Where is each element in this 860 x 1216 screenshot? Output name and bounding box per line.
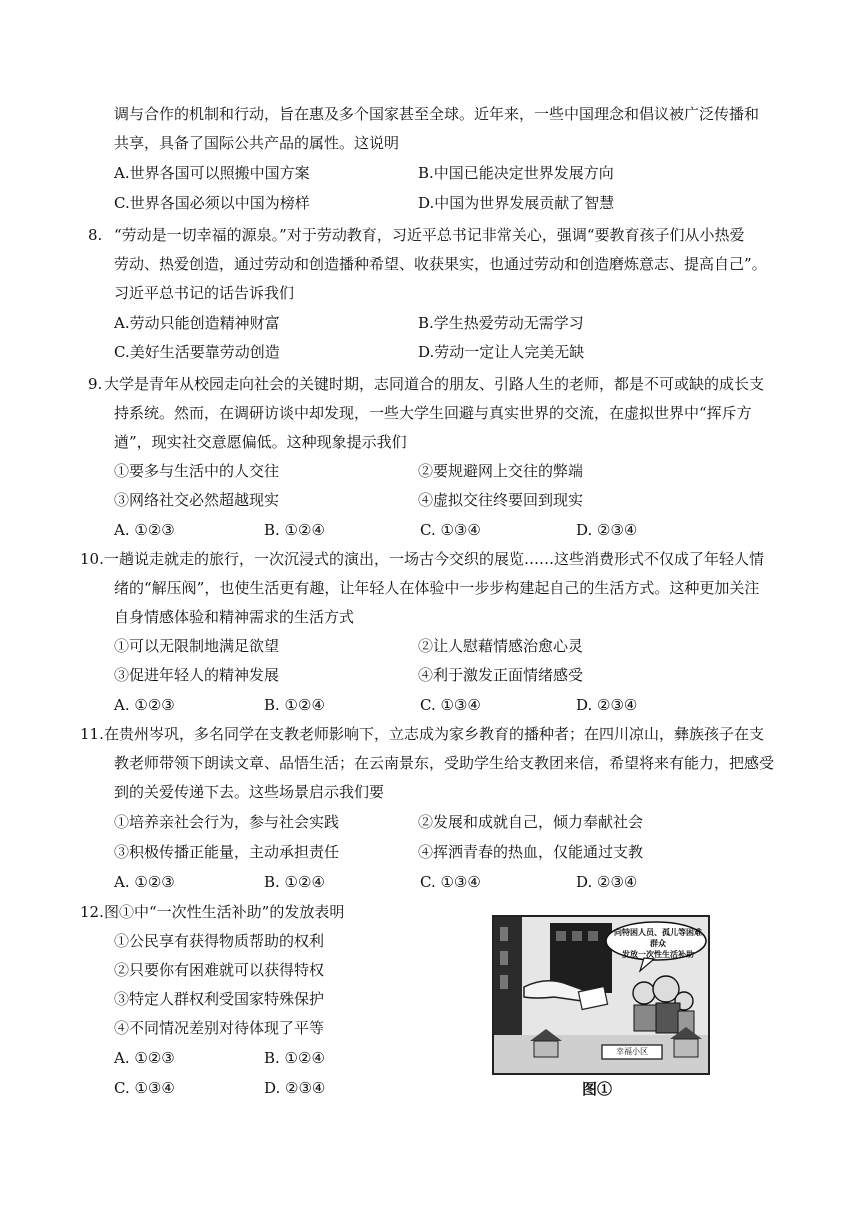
q9-stem-line-1: 大学是青年从校园走向社会的关键时期，志同道合的朋友、引路人生的老师，都是不可或缺的成长支 [104, 375, 765, 393]
q9-statement-3: ③网络社交必然超越现实 [114, 491, 280, 509]
q10-stem-line-2: 绪的“解压阀”，也使生活更有趣，让年轻人在体验中一步步构建起自己的生活方式。这种更加关注 [114, 579, 760, 597]
q10-choice-b: B. ①②④ [264, 696, 325, 714]
q12-statement-3: ③特定人群权利受国家特殊保护 [114, 990, 325, 1008]
cartoon-figure [492, 915, 710, 1075]
q10-choice-d: D. ②③④ [576, 696, 638, 714]
q10-stem-line-1: 一趟说走就走的旅行，一次沉浸式的演出，一场古今交织的展览……这些消费形式不仅成了年轻人情 [104, 550, 765, 568]
q8-option-a: A.劳动只能创造精神财富 [114, 314, 280, 332]
q10-statement-4: ④利于激发正面情绪感受 [418, 666, 584, 684]
q9-stem-line-3: 遒”，现实社交意愿偏低。这种现象提示我们 [114, 433, 407, 451]
q12-statement-4: ④不同情况差别对待体现了平等 [114, 1019, 325, 1037]
q10-choice-a: A. ①②③ [114, 696, 175, 714]
q10-statement-2: ②让人慰藉情感治愈心灵 [418, 637, 584, 655]
q11-stem-line-2: 教老师带领下朗读文章、品悟生活；在云南景东，受助学生给支教团来信，希望将来有能力，把感受 [114, 754, 775, 772]
q11-statement-2: ②发展和成就自己，倾力奉献社会 [418, 813, 644, 831]
q12-choice-b: B. ①②④ [264, 1049, 325, 1067]
q11-statement-1: ①培养亲社会行为，参与社会实践 [114, 813, 340, 831]
q11-stem-line-3: 到的关爱传递下去。这些场景启示我们要 [114, 783, 385, 801]
speech-line-1: 向特困人员、孤儿等困难群众 [614, 928, 702, 948]
q7-stem-line-1: 调与合作的机制和行动，旨在惠及多个国家甚至全球。近年来，一些中国理念和倡议被广泛传播和 [114, 105, 760, 123]
q10-statement-3: ③促进年轻人的精神发展 [114, 666, 280, 684]
q9-choice-a: A. ①②③ [114, 521, 175, 539]
q7-option-b: B.中国已能决定世界发展方向 [418, 164, 614, 182]
q8-stem-line-1: “劳动是一切幸福的源泉。”对于劳动教育，习近平总书记非常关心，强调“要教育孩子们从小热爱 [114, 226, 745, 244]
q12-statement-2: ②只要你有困难就可以获得特权 [114, 961, 325, 979]
q11-choice-d: D. ②③④ [576, 873, 638, 891]
q9-statement-2: ②要规避网上交往的弊端 [418, 462, 584, 480]
q9-choice-b: B. ①②④ [264, 521, 325, 539]
q11-choice-b: B. ①②④ [264, 873, 325, 891]
q10-stem-line-3: 自身情感体验和精神需求的生活方式 [114, 608, 355, 626]
q7-option-c: C.世界各国必须以中国为榜样 [114, 194, 310, 212]
q11-choice-a: A. ①②③ [114, 873, 175, 891]
q9-choice-d: D. ②③④ [576, 521, 638, 539]
q10-choice-c: C. ①③④ [420, 696, 481, 714]
q12-statement-1: ①公民享有获得物质帮助的权利 [114, 932, 325, 950]
figure-caption: 图① [582, 1080, 613, 1098]
q7-option-d: D.中国为世界发展贡献了智慧 [418, 194, 615, 212]
q12-choice-d: D. ②③④ [264, 1079, 326, 1097]
q12-choice-a: A. ①②③ [114, 1049, 175, 1067]
q11-number: 11. [80, 725, 104, 743]
q11-stem-line-1: 在贵州岑巩，多名同学在支教老师影响下，立志成为家乡教育的播种者；在四川凉山，彝族孩子在支 [104, 725, 765, 743]
q12-stem: 图①中“一次性生活补助”的发放表明 [104, 903, 345, 921]
q9-number: 9. [88, 375, 103, 393]
speech-line-2: 发放一次性生活补助 [622, 950, 694, 959]
q8-stem-line-2: 劳动、热爱创造，通过劳动和创造播种希望、收获果实，也通过劳动和创造磨炼意志、提高自己”。 [114, 255, 767, 273]
q7-stem-line-2: 共享，具备了国际公共产品的属性。这说明 [114, 134, 400, 152]
q8-number: 8. [88, 226, 103, 244]
q8-option-d: D.劳动一定让人完美无缺 [418, 343, 585, 361]
q9-choice-c: C. ①③④ [420, 521, 481, 539]
q10-number: 10. [80, 550, 104, 568]
q8-stem-line-3: 习近平总书记的话告诉我们 [114, 284, 295, 302]
q11-statement-3: ③积极传播正能量，主动承担责任 [114, 843, 340, 861]
q12-choice-c: C. ①③④ [114, 1079, 175, 1097]
q9-statement-1: ①要多与生活中的人交往 [114, 462, 280, 480]
community-sign: 幸福小区 [616, 1047, 648, 1056]
q8-option-c: C.美好生活要靠劳动创造 [114, 343, 280, 361]
q12-number: 12. [80, 903, 104, 921]
q10-statement-1: ①可以无限制地满足欲望 [114, 637, 280, 655]
q9-statement-4: ④虚拟交往终要回到现实 [418, 491, 584, 509]
q11-statement-4: ④挥洒青春的热血，仅能通过支教 [418, 843, 644, 861]
q8-option-b: B.学生热爱劳动无需学习 [418, 314, 584, 332]
q11-choice-c: C. ①③④ [420, 873, 481, 891]
q7-option-a: A.世界各国可以照搬中国方案 [114, 164, 310, 182]
q9-stem-line-2: 持系统。然而，在调研访谈中却发现，一些大学生回避与真实世界的交流，在虚拟世界中“挥斥方 [114, 404, 752, 422]
